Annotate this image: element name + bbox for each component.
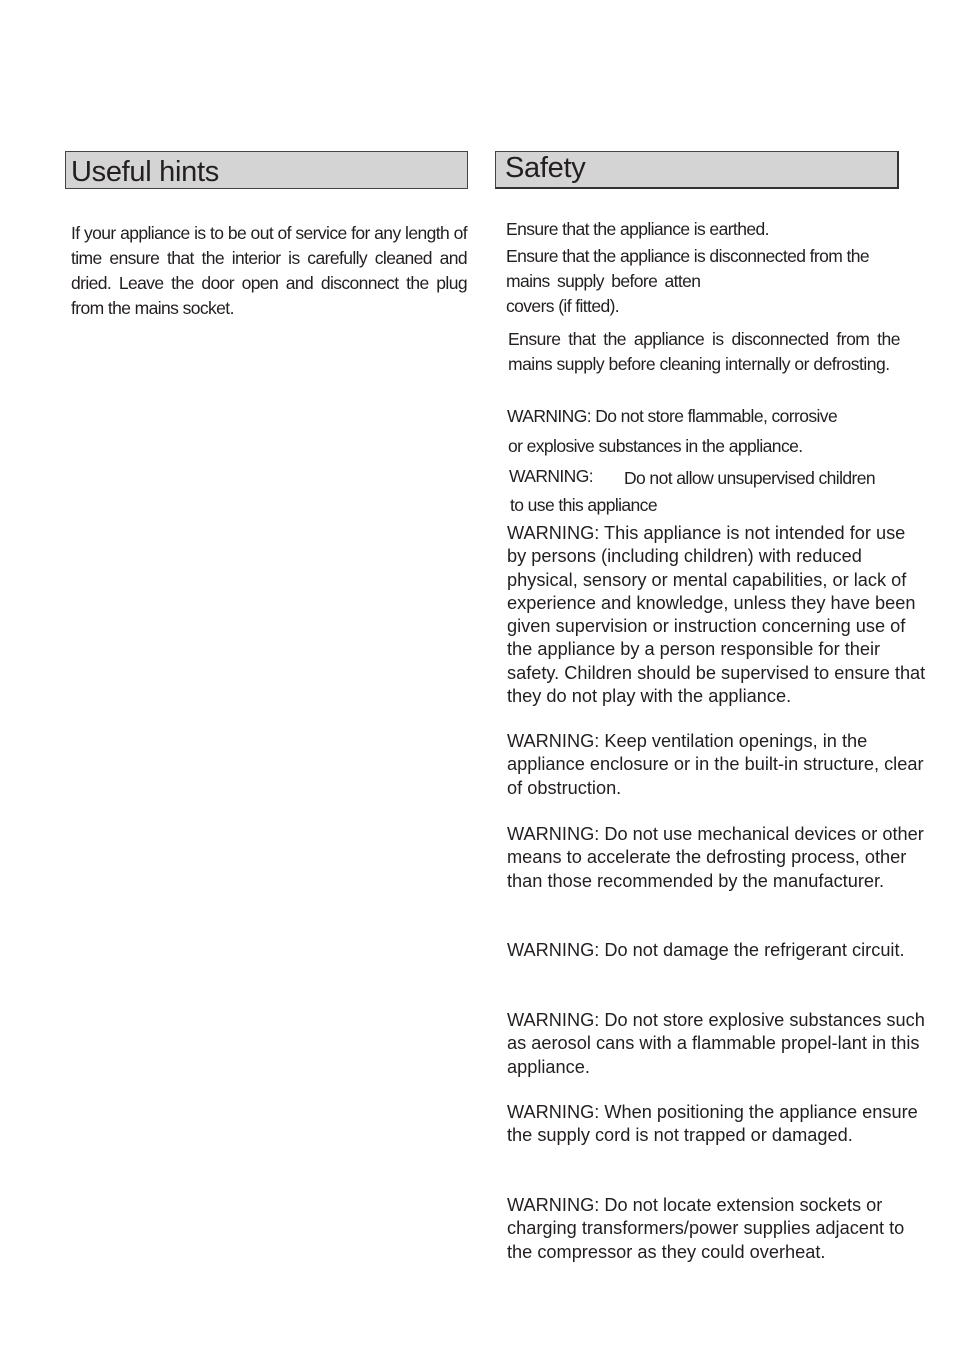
safety-warning-refrigerant: WARNING: Do not damage the refrigerant circuit. [507,940,905,960]
useful-hints-header [65,151,468,189]
safety-flammable-line-2: or explosive substances in the appliance. [508,436,803,456]
useful-hints-paragraph: If your appliance is to be out of service for any length of time ensure that the interior is carefully cleaned and dried. Leave the door open and disconnect the plug from the mains socket. [71,223,467,318]
safety-warning-extension-sockets: WARNING: Do not locate extension sockets or charging transformers/power supplies adjacent to the compressor as they could overheat. [507,1195,905,1262]
safety-warning-defrosting: WARNING: Do not use mechanical devices or other means to accelerate the defrosting process, other than those recommended by the manufacturer. [507,824,924,891]
safety-children-line-1: Do not allow unsupervised children [624,468,876,488]
safety-warning-capabilities: WARNING: This appliance is not intended for use by persons (including children) with reduced physical, sensory or mental capabilities, or lack of experience and knowledge, unless they have been given supervision or instruction concerning use of the appliance by a person responsible for their safety. Children should be supervised to ensure that they do not play with the appliance. [507,523,926,707]
safety-warning-supply-cord: WARNING: When positioning the appliance ensure the supply cord is not trapped or damaged. [507,1102,918,1146]
safety-warning-ventilation: WARNING: Keep ventilation openings, in the appliance enclosure or in the built-in structure, clear of obstruction. [507,731,924,798]
safety-flammable-line-1: WARNING: Do not store flammable, corrosive [507,406,838,426]
safety-disconnect-covers-line-3: covers (if fitted). [506,296,620,316]
safety-disconnect-covers-line-2: mains supply before atten [506,271,701,291]
safety-disconnect-covers-line-1: Ensure that the appliance is disconnected from the [506,246,870,266]
safety-title: Safety [505,152,586,184]
safety-warning-explosive: WARNING: Do not store explosive substances such as aerosol cans with a flammable propel-lant in this appliance. [507,1010,925,1077]
safety-header [495,151,899,189]
safety-children-line-2: to use this appliance [510,495,657,515]
safety-children-warning-label: WARNING: [509,466,593,486]
useful-hints-title: Useful hints [71,156,219,188]
safety-disconnect-cleaning-text: Ensure that the appliance is disconnected from the mains supply before cleaning internally or defrosting. [508,329,900,374]
safety-earthed-text: Ensure that the appliance is earthed. [506,219,769,239]
